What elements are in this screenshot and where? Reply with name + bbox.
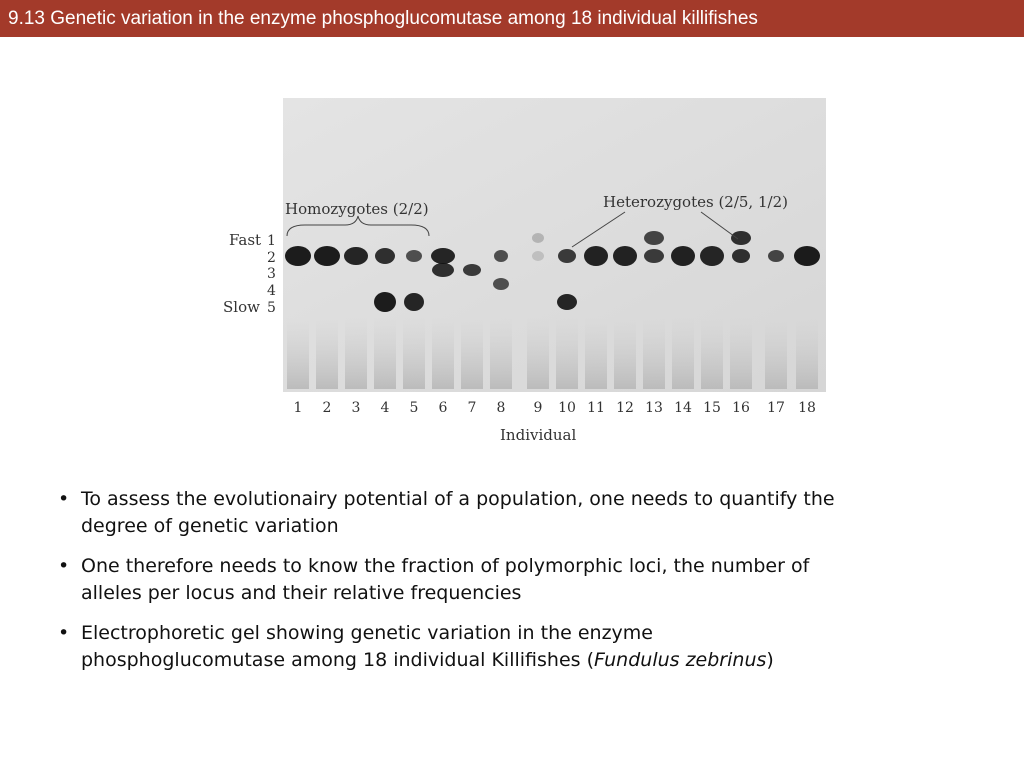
lane-smear [796, 317, 818, 389]
bullet-text: Electrophoretic gel showing genetic variation in the enzyme phosphoglucomutase among 18 individual Killifishes ( [81, 622, 653, 671]
bullet-text: To assess the evolutionairy potential of a population, one needs to quantify the degree of genetic variation [81, 488, 835, 537]
gel-band [432, 263, 454, 277]
gel-band [644, 231, 664, 245]
lane-number: 5 [409, 400, 419, 416]
lane-number: 3 [351, 400, 361, 416]
lane-number: 15 [703, 400, 721, 416]
gel-band [794, 246, 820, 266]
slide-title: 9.13 Genetic variation in the enzyme phosphoglucomutase among 18 individual killifishes [0, 0, 1024, 37]
x-axis-label: Individual [500, 426, 577, 444]
row-number: 2 [267, 250, 276, 266]
lane-smear [461, 317, 483, 389]
lane-number: 9 [533, 400, 543, 416]
gel-band [671, 246, 695, 266]
lane-number: 1 [293, 400, 303, 416]
lane-number: 18 [798, 400, 816, 416]
bullet-text-end: ) [766, 649, 774, 671]
gel-band [431, 248, 455, 264]
lane-number: 6 [438, 400, 448, 416]
gel-band [700, 246, 724, 266]
gel-band [731, 231, 751, 245]
gel-band [557, 294, 577, 310]
gel-band [406, 250, 422, 262]
bullet-dot: • [58, 622, 70, 644]
row-number: 4 [267, 283, 276, 299]
lane-number: 7 [467, 400, 477, 416]
lane-smear [765, 317, 787, 389]
lane-numbers [294, 400, 816, 416]
lane-smear [643, 317, 665, 389]
row-number: 5 [267, 300, 276, 316]
species-name: Fundulus zebrinus [593, 649, 767, 671]
lane-number: 17 [767, 400, 785, 416]
lane-smear [374, 317, 396, 389]
lane-smear [287, 317, 309, 389]
lane-smear [345, 317, 367, 389]
electrophoresis-gel-figure [215, 92, 835, 452]
lane-smear [490, 317, 512, 389]
homozygotes-label: Homozygotes (2/2) [285, 200, 429, 218]
gel-band [494, 250, 508, 262]
lane-number: 13 [645, 400, 663, 416]
lane-smear [730, 317, 752, 389]
slow-label: Slow [223, 298, 260, 316]
lane-number: 10 [558, 400, 576, 416]
heterozygotes-label: Heterozygotes (2/5, 1/2) [603, 193, 788, 211]
lane-smear [527, 317, 549, 389]
bullet-item [58, 620, 858, 674]
lane-smear [316, 317, 338, 389]
gel-band [584, 246, 608, 266]
lane-number: 12 [616, 400, 634, 416]
bullet-list [58, 486, 858, 687]
gel-band [768, 250, 784, 262]
gel-band [558, 249, 576, 263]
lane-smear [556, 317, 578, 389]
row-number: 1 [267, 233, 276, 249]
lane-number: 14 [674, 400, 692, 416]
row-number: 3 [267, 266, 276, 282]
gel-band [532, 251, 544, 261]
gel-band [374, 292, 396, 312]
lane-number: 16 [732, 400, 750, 416]
lane-smear [432, 317, 454, 389]
lane-number: 11 [587, 400, 605, 416]
lane-number: 4 [380, 400, 390, 416]
lane-smear [585, 317, 607, 389]
lane-smear [614, 317, 636, 389]
bullet-text: One therefore needs to know the fraction of polymorphic loci, the number of alleles per locus and their relative frequencies [81, 555, 810, 604]
gel-band [285, 246, 311, 266]
gel-band [344, 247, 368, 265]
fast-label: Fast [229, 231, 262, 249]
gel-band [404, 293, 424, 311]
gel-band [532, 233, 544, 243]
lane-number: 8 [496, 400, 506, 416]
gel-band [375, 248, 395, 264]
gel-band [732, 249, 750, 263]
gel-band [493, 278, 509, 290]
lane-smear [701, 317, 723, 389]
gel-band [613, 246, 637, 266]
bullet-item [58, 553, 858, 607]
lane-number: 2 [322, 400, 332, 416]
lane-smear [403, 317, 425, 389]
bullet-dot: • [58, 555, 70, 577]
lane-smear [672, 317, 694, 389]
gel-band [314, 246, 340, 266]
bullet-dot: • [58, 488, 70, 510]
bullet-item [58, 486, 858, 540]
gel-image [215, 92, 835, 452]
gel-band [463, 264, 481, 276]
gel-band [644, 249, 664, 263]
